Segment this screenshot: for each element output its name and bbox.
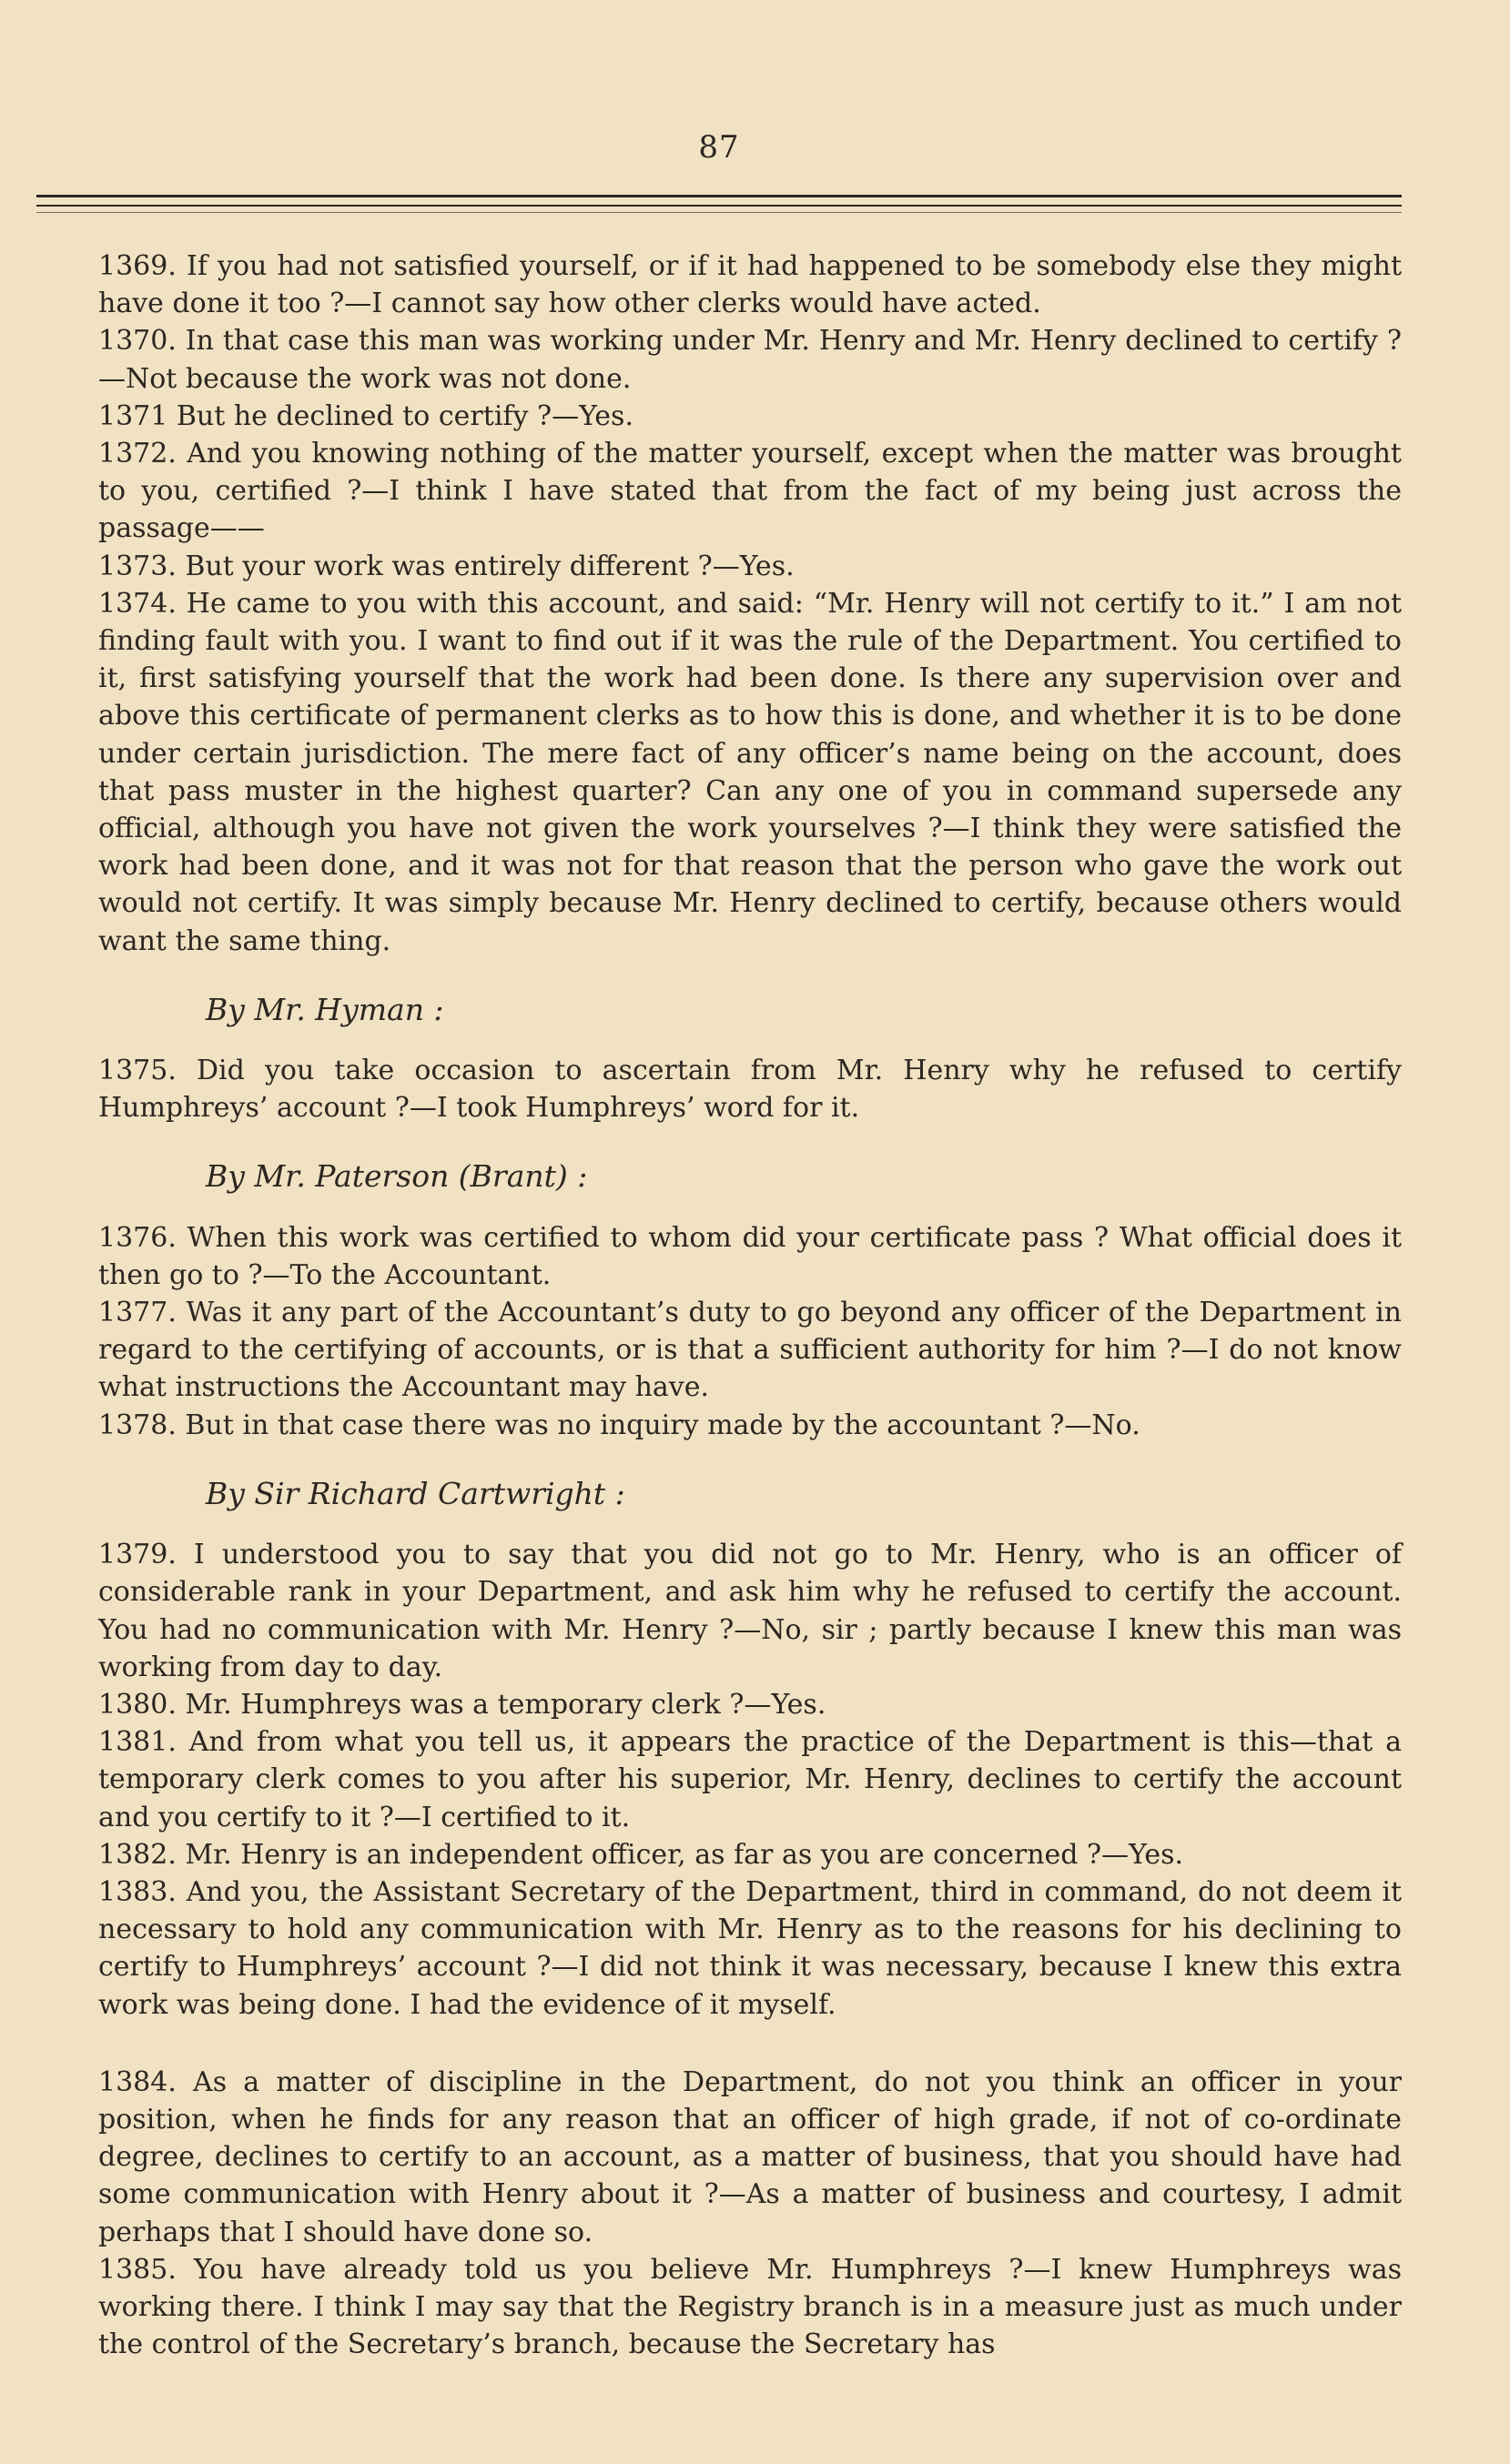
paragraph-1369: 1369. If you had not satisfied yourself, or if it had happened to be somebody else they might have done it too ?—I cannot say how other clerks would have acted. [98, 250, 1402, 320]
paragraph-1371: 1371 But he declined to certify ?—Yes. [98, 399, 633, 432]
paragraph-1385: 1385. You have already told us you believe Mr. Humphreys ?—I knew Humphreys was working there. I think I may say that the Registry branch is in a measure just as much under the control of the Secretary’s branch, because the Secretary has [98, 2253, 1402, 2361]
paragraph-1377: 1377. Was it any part of the Accountant’s duty to go beyond any officer of the Department in regard to the certifying of accounts, or is that a sufficient authority for him ?—I do not know what instructions the Accountant may have. [98, 1297, 1402, 1404]
page-number: 87 [698, 129, 740, 166]
paragraph-1374: 1374. He came to you with this account, and said: “Mr. Henry will not certify to it.” I am not finding fault with you. I want to find out if it was the rule of the Department. You certified to it, first satisfying yourself that the work had been done. Is there any supervision over and above this certificate of permanent clerks as to how this is done, and whether it is to be done under certain jurisdiction. The mere fact of any officer’s name being on the account, does that pass muster in the highest quarter? Can any one of you in command supersede any official, although you have not given the work yourselves ?—I think they were satisfied the work had been done, and it was not for that reason that the person who gave the work out would not certify. It was simply because Mr. Henry declined to certify, because others would want the same thing. [98, 587, 1402, 957]
byline-mr-hyman: By Mr. Hyman : [206, 991, 444, 1027]
header-rule-hairline [36, 212, 1402, 213]
paragraph-1381: 1381. And from what you tell us, it appears the practice of the Department is this—that a temporary clerk comes to you after his superior, Mr. Henry, declines to certify the account and you certify to it ?—I certified to it. [98, 1726, 1402, 1833]
paragraph-1384: 1384. As a matter of discipline in the Department, do not you think an officer in your position, when he finds for any reason that an officer of high grade, if not of co-ordinate degree, declines to certify to an account, as a matter of business, that you should have had some communication with Henry about it ?—As a matter of business and courtesy, I admit perhaps that I should have done so. [98, 2065, 1402, 2248]
header-rule-thin [36, 205, 1402, 207]
paragraph-1383: 1383. And you, the Assistant Secretary of the Department, third in command, do not deem it necessary to hold any communication with Mr. Henry as to the reasons for his declining to certify to Humphreys’ account ?—I did not think it was necessary, because I knew this extra work was being done. I had the evidence of it myself. [98, 1875, 1402, 2021]
header-rule-thick [36, 195, 1402, 197]
paragraph-1376: 1376. When this work was certified to whom did your certificate pass ? What official does it then go to ?—To the Accountant. [98, 1221, 1402, 1291]
paragraph-1382: 1382. Mr. Henry is an independent officer, as far as you are concerned ?—Yes. [98, 1838, 1184, 1871]
paragraph-1373: 1373. But your work was entirely different ?—Yes. [98, 550, 795, 582]
paragraph-1379: 1379. I understood you to say that you did not go to Mr. Henry, who is an officer of considerable rank in your Department, and ask him why he refused to certify the account. You had no communication with Mr. Henry ?—No, sir ; partly because I knew this man was working from day to day. [98, 1539, 1402, 1683]
paragraph-1372: 1372. And you knowing nothing of the matter yourself, except when the matter was brought to you, certified ?—I think I have stated that from the fact of my being just across the passage—— [98, 438, 1402, 545]
paragraph-1370: 1370. In that case this man was working under Mr. Henry and Mr. Henry declined to certify ?—Not because the work was not done. [98, 325, 1402, 395]
paragraph-1378: 1378. But in that case there was no inquiry made by the accountant ?—No. [98, 1409, 1140, 1441]
paragraph-1375: 1375. Did you take occasion to ascertain from Mr. Henry why he refused to certify Humphreys’ account ?—I took Humphreys’ word for it. [98, 1055, 1402, 1125]
paragraph-1380: 1380. Mr. Humphreys was a temporary clerk ?—Yes. [98, 1688, 826, 1721]
byline-sir-richard-cartwright: By Sir Richard Cartwright : [206, 1475, 625, 1511]
byline-mr-paterson: By Mr. Paterson (Brant) : [206, 1158, 588, 1195]
body-text [98, 247, 1402, 2363]
